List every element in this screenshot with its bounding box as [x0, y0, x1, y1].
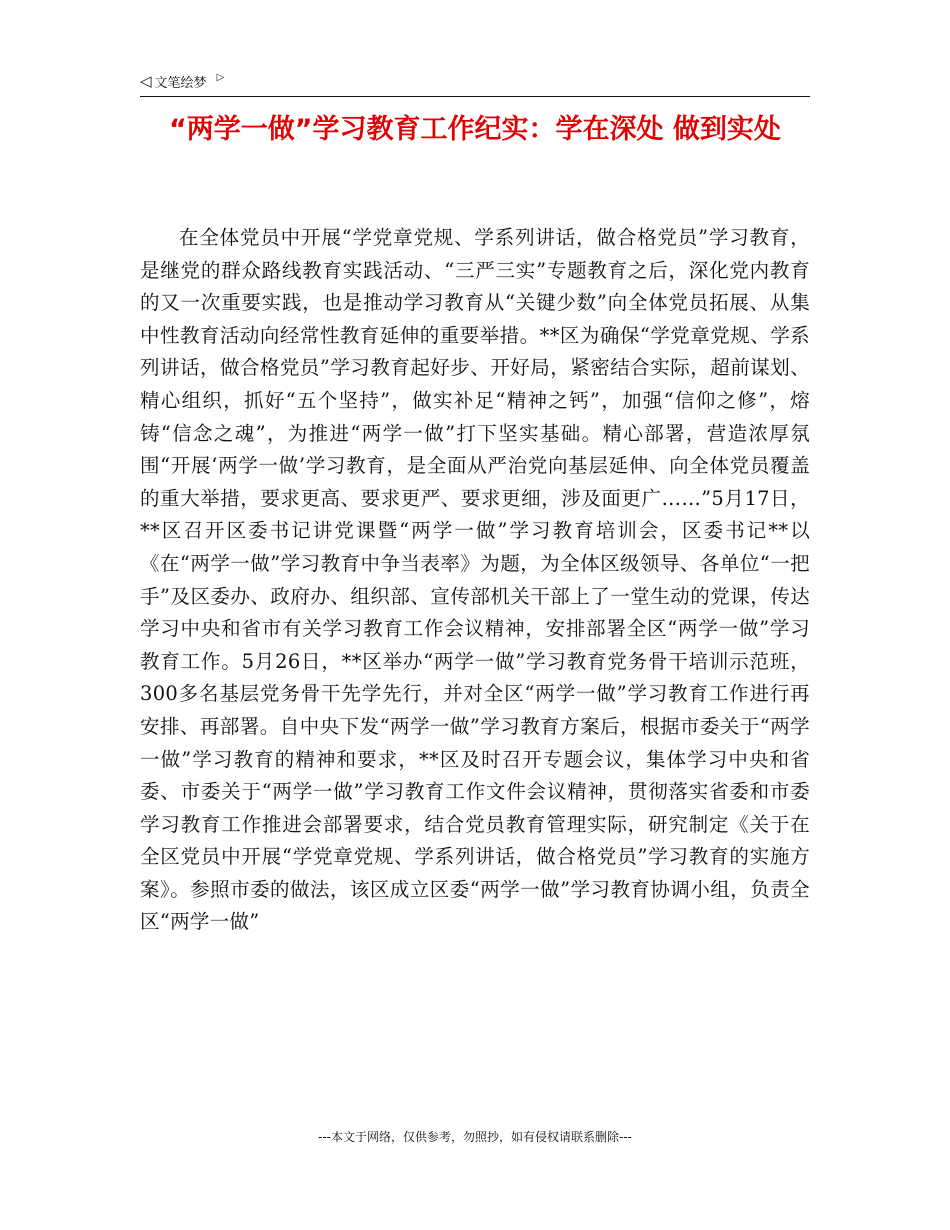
- page-header: [140, 72, 810, 96]
- brand-name: 文笔绘梦: [154, 76, 207, 91]
- header-divider: [140, 96, 810, 97]
- body-paragraph: 在全体党员中开展“学党章党规、学系列讲话，做合格党员”学习教育，是继党的群众路线教育实践活动、“三严三实”专题教育之后，深化党内教育的又一次重要实践，也是推动学习教育从“关键少数”向全体党员拓展、从集中性教育活动向经常性教育延伸的重要举措。**区为确保“学党章党规、学系列讲话，做合格党员”学习教育起好步、开好局，紧密结合实际，超前谋划、精心组织，抓好“五个坚持”，做实补足“精神之钙”，加强“信仰之修”，熔铸“信念之魂”，为推进“两学一做”打下坚实基础。精心部署，营造浓厚氛围“开展‘两学一做’学习教育，是全面从严治党向基层延伸、向全体党员覆盖的重大举措，要求更高、要求更严、要求更细，涉及面更广……”5月17日，**区召开区委书记讲党课暨“两学一做”学习教育培训会，区委书记**以《在“两学一做”学习教育中争当表率》为题，为全体区级领导、各单位“一把手”及区委办、政府办、组织部、宣传部机关干部上了一堂生动的党课，传达学习中央和省市有关学习教育工作会议精神，安排部署全区“两学一做”学习教育工作。5月26日，**区举办“两学一做”学习教育党务骨干培训示范班，300多名基层党务骨干先学先行，并对全区“两学一做”学习教育工作进行再安排、再部署。自中央下发“两学一做”学习教育方案后，根据市委关于“两学一做”学习教育的精神和要求，**区及时召开专题会议，集体学习中央和省委、市委关于“两学一做”学习教育工作文件会议精神，贯彻落实省委和市委学习教育工作推进会部署要求，结合党员教育管理实际，研究制定《关于在全区党员中开展“学党章党规、学系列讲话，做合格党员”学习教育的实施方案》。参照市委的做法，该区成立区委“两学一做”学习教育协调小组，负责全区“两学一做”: [140, 226, 810, 934]
- brand: [140, 72, 810, 91]
- triangle-left-icon: ◁: [140, 72, 152, 90]
- footer-disclaimer: ---本文于网络，仅供参考，勿照抄，如有侵权请联系删除---: [318, 1130, 632, 1144]
- document-title: “两学一做”学习教育工作纪实：学在深处 做到实处: [169, 114, 781, 145]
- triangle-right-icon: ▷: [216, 71, 225, 83]
